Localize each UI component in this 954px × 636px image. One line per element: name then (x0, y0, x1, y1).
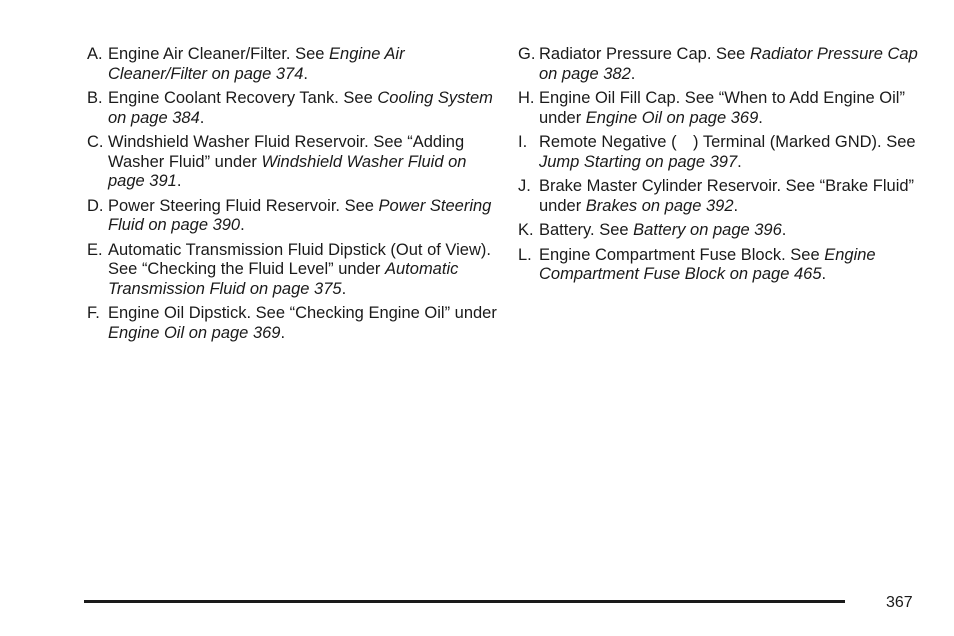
list-item-l (511, 246, 931, 285)
right-column (511, 45, 931, 290)
list-item-e (80, 241, 500, 300)
item-letter: H. (518, 89, 535, 107)
item-tail: . (303, 64, 308, 83)
item-letter: F. (87, 304, 100, 322)
item-letter: J. (518, 177, 531, 195)
list-item-c (80, 133, 500, 192)
item-text: Brake Master Cylinder Reservoir. See “Brake Fluid” under (539, 177, 915, 215)
list-item-k (511, 221, 931, 241)
cross-reference: Windshield Washer Fluid on page 391 (108, 152, 467, 190)
left-column (80, 45, 500, 348)
cross-reference: Automatic Transmission Fluid on page 375 (108, 260, 459, 298)
item-tail: . (821, 265, 827, 283)
item-text: Engine Coolant Recovery Tank. See (108, 89, 378, 107)
item-text: Power Steering Fluid Reservoir. See (108, 196, 379, 215)
item-text: Windshield Washer Fluid Reservoir. See “Adding Washer Fluid” under (108, 133, 465, 171)
item-letter: A. (87, 45, 103, 63)
item-tail: . (758, 108, 763, 127)
item-letter: B. (87, 89, 103, 107)
list-item-d (80, 197, 500, 236)
item-letter: E. (87, 240, 103, 259)
item-tail: . (781, 221, 787, 239)
item-tail: . (341, 279, 347, 298)
item-tail: . (240, 216, 245, 234)
list-item-i (511, 133, 931, 172)
item-tail: . (737, 152, 742, 171)
item-text: Engine Compartment Fuse Block. See (539, 245, 825, 264)
cross-reference: Battery on page 396 (633, 221, 782, 239)
item-text: Engine Air Cleaner/Filter. See (108, 45, 330, 63)
item-text: Radiator Pressure Cap. See (539, 45, 750, 63)
cross-reference: Engine Air Cleaner/Filter on page 374 (108, 45, 405, 83)
cross-reference: Engine Oil on page 369 (585, 108, 759, 127)
item-letter: D. (87, 196, 104, 215)
list-item-j (511, 177, 931, 216)
list-item-a (80, 45, 500, 84)
item-text: Remote Negative ( ) Terminal (Marked GND). See (539, 133, 916, 151)
item-letter: G. (518, 45, 536, 63)
list-item-h (511, 89, 931, 128)
list-item-g (511, 45, 931, 84)
cross-reference: Brakes on page 392 (585, 196, 734, 215)
page-number: 367 (886, 594, 913, 611)
item-tail: . (199, 108, 205, 127)
item-letter: K. (518, 221, 534, 239)
item-tail: . (280, 323, 286, 342)
list-item-f (80, 304, 500, 343)
item-letter: C. (87, 133, 104, 151)
cross-reference: Engine Oil on page 369 (108, 323, 281, 342)
cross-reference: Jump Starting on page 397 (539, 152, 738, 171)
cross-reference: Radiator Pressure Cap on page 382 (539, 45, 918, 83)
cross-reference: Power Steering Fluid on page 390 (108, 196, 492, 234)
cross-reference: Cooling System on page 384 (108, 89, 493, 127)
item-text: Engine Oil Fill Cap. See “When to Add Engine Oil” under (539, 89, 905, 127)
item-text: Automatic Transmission Fluid Dipstick (Out of View). See “Checking the Fluid Level” under (108, 240, 491, 278)
item-tail: . (733, 196, 739, 215)
item-letter: I. (518, 133, 528, 151)
cross-reference: Engine Compartment Fuse Block on page 465 (539, 245, 876, 283)
list-item-b (80, 89, 500, 128)
item-text: Battery. See (539, 221, 634, 239)
footer-rule (84, 600, 845, 603)
item-text: Engine Oil Dipstick. See “Checking Engine Oil” under (108, 304, 497, 322)
item-tail: . (176, 172, 182, 190)
item-tail: . (630, 64, 636, 83)
item-letter: L. (518, 245, 532, 264)
